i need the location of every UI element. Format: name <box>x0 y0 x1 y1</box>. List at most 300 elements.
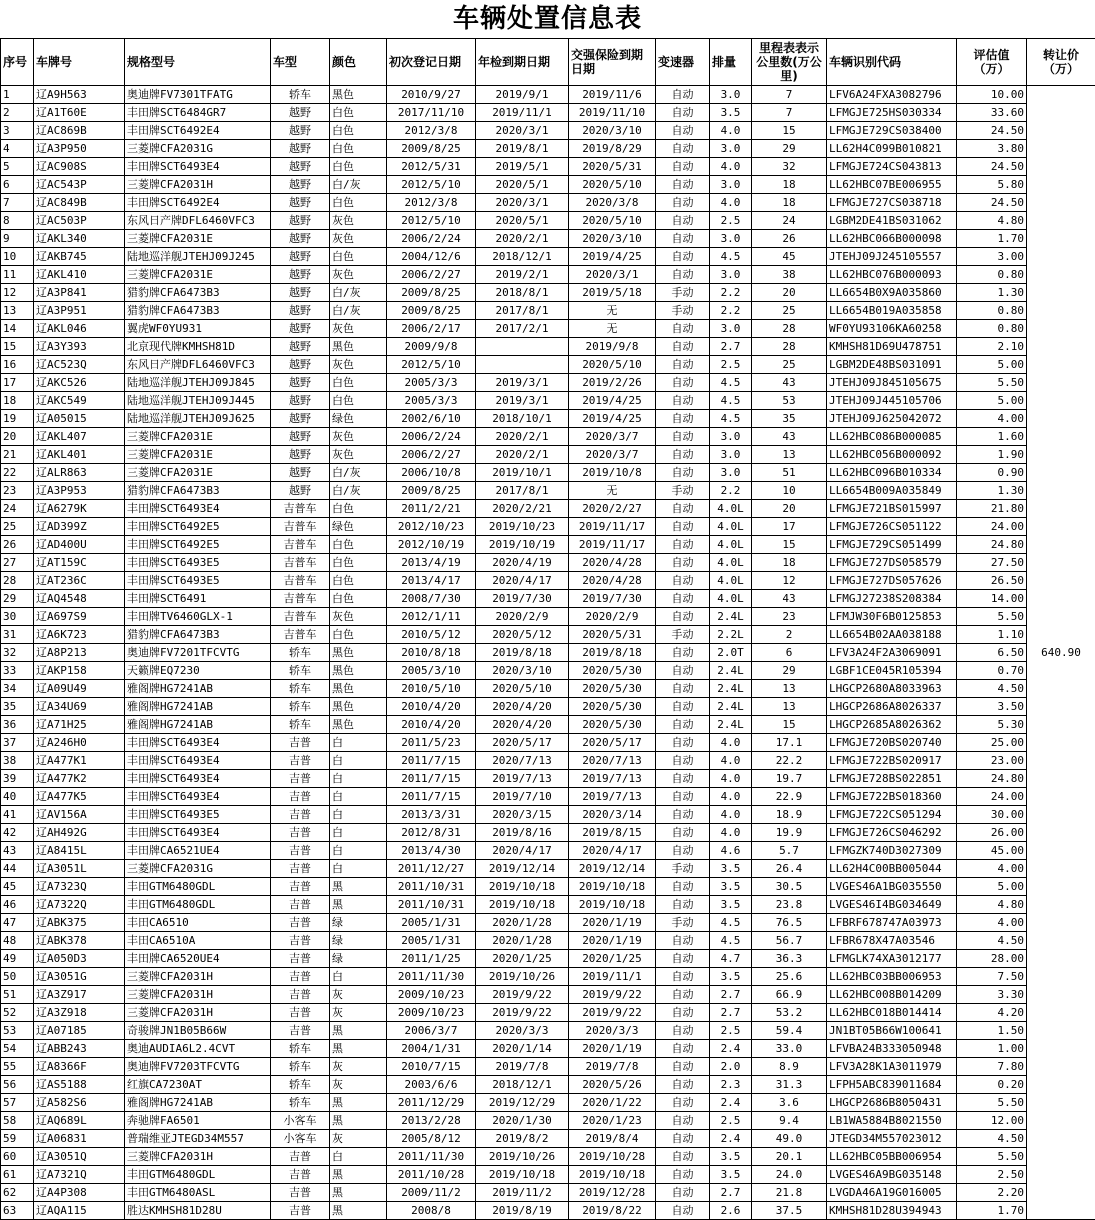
table-cell: 丰田GTM6480GDL <box>125 896 271 914</box>
table-cell: LHGCP2680A8033963 <box>827 680 957 698</box>
table-cell: 5.30 <box>957 716 1027 734</box>
table-cell: 2008/7/30 <box>387 590 476 608</box>
table-cell: 7.50 <box>957 968 1027 986</box>
table-cell: 21.80 <box>957 500 1027 518</box>
table-cell: 48 <box>1 932 34 950</box>
table-cell: 白 <box>330 770 387 788</box>
table-cell: 9 <box>1 230 34 248</box>
table-cell: 吉普 <box>271 734 330 752</box>
table-cell: 2011/1/25 <box>387 950 476 968</box>
table-cell: 辽AQA115 <box>34 1202 125 1220</box>
table-row <box>1 1004 1095 1022</box>
table-cell: 2020/3/3 <box>476 1022 569 1040</box>
table-cell: 4.0L <box>710 536 752 554</box>
table-cell: LFV6A24FXA3082796 <box>827 86 957 104</box>
table-cell: 2020/1/25 <box>476 950 569 968</box>
table-cell: 2005/8/12 <box>387 1130 476 1148</box>
table-cell: LFV3A24F2A3069091 <box>827 644 957 662</box>
table-body <box>1 86 1095 1220</box>
table-row <box>1 950 1095 968</box>
table-cell: 0.90 <box>957 464 1027 482</box>
table-cell: 手动 <box>656 626 710 644</box>
table-cell: 辽AKC549 <box>34 392 125 410</box>
table-cell: 灰 <box>330 986 387 1004</box>
table-cell: 越野 <box>271 482 330 500</box>
header-cell: 车型 <box>271 39 330 86</box>
table-cell: 53 <box>752 392 827 410</box>
table-cell: 2019/11/1 <box>569 968 656 986</box>
table-row <box>1 734 1095 752</box>
table-cell: 2019/3/1 <box>476 392 569 410</box>
table-cell: 丰田牌SCT6493E4 <box>125 158 271 176</box>
table-cell: 自动 <box>656 644 710 662</box>
table-cell: 2020/3/14 <box>569 806 656 824</box>
table-cell: 5 <box>1 158 34 176</box>
header-cell: 颜色 <box>330 39 387 86</box>
table-cell: 自动 <box>656 896 710 914</box>
table-cell: 丰田牌SCT6493E5 <box>125 806 271 824</box>
table-cell: 23 <box>752 608 827 626</box>
header-cell: 车牌号 <box>34 39 125 86</box>
table-cell: 越野 <box>271 140 330 158</box>
table-cell: 23.00 <box>957 752 1027 770</box>
table-cell: 53.2 <box>752 1004 827 1022</box>
table-cell: 白 <box>330 806 387 824</box>
table-cell: 38 <box>752 266 827 284</box>
table-cell: 辽A1T60E <box>34 104 125 122</box>
table-cell: 15 <box>1 338 34 356</box>
table-cell: 自动 <box>656 878 710 896</box>
table-row <box>1 554 1095 572</box>
table-cell: 白色 <box>330 392 387 410</box>
table-cell: 7 <box>752 86 827 104</box>
table-cell: 2006/2/27 <box>387 266 476 284</box>
table-cell: 2.4 <box>710 1130 752 1148</box>
table-cell: 越野 <box>271 428 330 446</box>
table-cell: 2020/2/21 <box>476 500 569 518</box>
table-cell: 自动 <box>656 698 710 716</box>
table-cell: 56 <box>1 1076 34 1094</box>
table-cell: 辽A6279K <box>34 500 125 518</box>
table-cell: 黑色 <box>330 644 387 662</box>
table-cell: 白色 <box>330 122 387 140</box>
table-cell: 4.5 <box>710 914 752 932</box>
table-cell: 2020/5/17 <box>569 734 656 752</box>
table-cell: 2019/5/18 <box>569 284 656 302</box>
table-cell: LL62HBC018B014414 <box>827 1004 957 1022</box>
table-cell: 2.5 <box>710 356 752 374</box>
table-cell: 2012/5/31 <box>387 158 476 176</box>
table-cell: 24.00 <box>957 518 1027 536</box>
table-cell: 5.50 <box>957 1148 1027 1166</box>
table-row <box>1 590 1095 608</box>
table-cell: 51 <box>752 464 827 482</box>
table-cell: 辽AQ689L <box>34 1112 125 1130</box>
table-cell: 辽A3051G <box>34 968 125 986</box>
table-cell: 2019/7/30 <box>569 590 656 608</box>
table-cell: 3.5 <box>710 878 752 896</box>
table-cell: 44 <box>1 860 34 878</box>
table-row <box>1 860 1095 878</box>
table-cell: 2019/10/18 <box>569 878 656 896</box>
table-cell: 自动 <box>656 1004 710 1022</box>
table-cell: 黑 <box>330 1094 387 1112</box>
table-cell: 辽AKP158 <box>34 662 125 680</box>
table-cell: 2020/3/7 <box>569 428 656 446</box>
table-cell: LFMGJE726CS051122 <box>827 518 957 536</box>
table-cell: 4.00 <box>957 410 1027 428</box>
table-cell: 轿车 <box>271 662 330 680</box>
table-cell: LL62H4C00BB005044 <box>827 860 957 878</box>
table-cell: 2012/5/10 <box>387 176 476 194</box>
table-cell: LL6654B009A035849 <box>827 482 957 500</box>
table-cell: 2.7 <box>710 1184 752 1202</box>
table-cell: LFMGJE728BS022851 <box>827 770 957 788</box>
table-cell: 59.4 <box>752 1022 827 1040</box>
table-cell: 19.7 <box>752 770 827 788</box>
table-cell: 2020/5/30 <box>569 698 656 716</box>
table-cell: 2019/7/8 <box>569 1058 656 1076</box>
table-cell: 2019/4/25 <box>569 392 656 410</box>
table-cell: 31.3 <box>752 1076 827 1094</box>
table-row <box>1 1148 1095 1166</box>
table-cell: 27 <box>1 554 34 572</box>
table-cell: 5.80 <box>957 176 1027 194</box>
table-cell: 自动 <box>656 194 710 212</box>
table-cell: 丰田牌CA6520UE4 <box>125 950 271 968</box>
table-cell: 2020/5/10 <box>569 176 656 194</box>
table-cell: JTEHJ09J845105675 <box>827 374 957 392</box>
header-cell: 转让价（万） <box>1027 39 1095 86</box>
table-cell: LFMGJE729CS051499 <box>827 536 957 554</box>
table-cell: 3.30 <box>957 986 1027 1004</box>
table-cell: 手动 <box>656 302 710 320</box>
table-cell: 辽A3P950 <box>34 140 125 158</box>
table-cell: 43 <box>752 374 827 392</box>
table-cell: 白 <box>330 824 387 842</box>
table-cell: 辽AQ4548 <box>34 590 125 608</box>
table-cell: 三菱牌CFA2031G <box>125 140 271 158</box>
table-cell: 39 <box>1 770 34 788</box>
table-cell: 19.9 <box>752 824 827 842</box>
table-cell: 13 <box>752 698 827 716</box>
table-cell: 2012/1/11 <box>387 608 476 626</box>
table-cell: 26 <box>1 536 34 554</box>
table-cell: 2019/10/18 <box>476 878 569 896</box>
table-cell: 吉普 <box>271 1004 330 1022</box>
table-cell: 2011/12/29 <box>387 1094 476 1112</box>
table-cell: 辽A3P953 <box>34 482 125 500</box>
table-cell: 三菱牌CFA2031H <box>125 176 271 194</box>
table-cell: 轿车 <box>271 698 330 716</box>
table-cell: 2020/3/1 <box>569 266 656 284</box>
table-cell: 2011/2/21 <box>387 500 476 518</box>
table-cell: 24.50 <box>957 194 1027 212</box>
table-row <box>1 122 1095 140</box>
table-cell: 1.70 <box>957 1202 1027 1220</box>
table-cell: 2006/10/8 <box>387 464 476 482</box>
table-cell: 4 <box>1 140 34 158</box>
table-cell: 1.10 <box>957 626 1027 644</box>
table-row <box>1 338 1095 356</box>
table-cell: 辽AC849B <box>34 194 125 212</box>
table-cell: 辽A050D3 <box>34 950 125 968</box>
table-cell: 2012/3/8 <box>387 122 476 140</box>
table-row <box>1 482 1095 500</box>
table-cell: 自动 <box>656 752 710 770</box>
table-cell: LL62HBC086B000085 <box>827 428 957 446</box>
table-cell: 奥迪牌FV7203TFCVTG <box>125 1058 271 1076</box>
table-cell: 辽AKL410 <box>34 266 125 284</box>
table-cell: 4.80 <box>957 896 1027 914</box>
table-cell: 灰色 <box>330 212 387 230</box>
table-cell: 2.6 <box>710 1202 752 1220</box>
table-cell: 9.4 <box>752 1112 827 1130</box>
table-cell: 辽A477K5 <box>34 788 125 806</box>
table-cell: 2020/5/10 <box>476 680 569 698</box>
table-cell: 3.50 <box>957 698 1027 716</box>
table-cell: 2017/8/1 <box>476 482 569 500</box>
table-cell: 自动 <box>656 158 710 176</box>
table-cell: 辽A8366F <box>34 1058 125 1076</box>
table-cell: 2.7 <box>710 986 752 1004</box>
table-cell: 越野 <box>271 338 330 356</box>
table-cell: 2020/5/26 <box>569 1076 656 1094</box>
table-cell: 辽AKL340 <box>34 230 125 248</box>
table-cell: 60 <box>1 1148 34 1166</box>
table-cell: LFMJW30F6B0125853 <box>827 608 957 626</box>
table-row <box>1 572 1095 590</box>
table-cell: 丰田牌SCT6493E4 <box>125 500 271 518</box>
table-cell: 2019/10/18 <box>476 896 569 914</box>
table-cell: JTEHJ09J625042072 <box>827 410 957 428</box>
table-cell: 2009/8/25 <box>387 302 476 320</box>
table-cell: 自动 <box>656 374 710 392</box>
table-cell: 辽AD399Z <box>34 518 125 536</box>
table-cell: 三菱牌CFA2031G <box>125 860 271 878</box>
table-cell: 灰色 <box>330 266 387 284</box>
table-cell: 胜达KMHSH81D28U <box>125 1202 271 1220</box>
table-cell: 33.60 <box>957 104 1027 122</box>
table-cell: 辽A9H563 <box>34 86 125 104</box>
table-cell: 自动 <box>656 320 710 338</box>
table-cell: 23.8 <box>752 896 827 914</box>
table-cell: 2013/4/19 <box>387 554 476 572</box>
table-cell: 辽A697S9 <box>34 608 125 626</box>
table-cell: 2020/3/10 <box>569 122 656 140</box>
table-cell: 越野 <box>271 104 330 122</box>
table-cell: 55 <box>1 1058 34 1076</box>
table-cell: 吉普 <box>271 878 330 896</box>
table-cell: 吉普车 <box>271 536 330 554</box>
table-cell: 吉普 <box>271 914 330 932</box>
table-cell: 辽AKL407 <box>34 428 125 446</box>
table-cell: 2020/7/13 <box>476 752 569 770</box>
table-cell: 2012/10/19 <box>387 536 476 554</box>
table-cell: 6 <box>752 644 827 662</box>
table-cell: 30.00 <box>957 806 1027 824</box>
table-cell: 黑色 <box>330 338 387 356</box>
table-cell: 绿 <box>330 950 387 968</box>
table-cell: 2019/12/29 <box>476 1094 569 1112</box>
table-cell: 辽A477K1 <box>34 752 125 770</box>
table-cell: 吉普车 <box>271 608 330 626</box>
table-cell: 灰色 <box>330 230 387 248</box>
table-cell: 吉普车 <box>271 500 330 518</box>
table-cell: 自动 <box>656 518 710 536</box>
table-cell: 7 <box>752 104 827 122</box>
table-row <box>1 1076 1095 1094</box>
table-cell: 三菱牌CFA2031E <box>125 428 271 446</box>
table-row <box>1 770 1095 788</box>
table-cell: 8.9 <box>752 1058 827 1076</box>
table-row <box>1 716 1095 734</box>
table-cell: 2020/3/7 <box>569 446 656 464</box>
table-cell: 雅阁牌HG7241AB <box>125 1094 271 1112</box>
table-cell: 2019/8/15 <box>569 824 656 842</box>
table-cell: 4.00 <box>957 860 1027 878</box>
table-cell: LFMGJE726CS046292 <box>827 824 957 842</box>
table-cell: 越野 <box>271 284 330 302</box>
table-cell: 白/灰 <box>330 284 387 302</box>
table-cell: 2020/1/19 <box>569 932 656 950</box>
table-cell: 3.00 <box>957 248 1027 266</box>
table-cell: 2020/3/8 <box>569 194 656 212</box>
table-cell: 52 <box>1 1004 34 1022</box>
table-cell: 3.0 <box>710 464 752 482</box>
table-cell: 12.00 <box>957 1112 1027 1130</box>
table-cell: 2013/4/17 <box>387 572 476 590</box>
table-cell: LFBRF678747A03973 <box>827 914 957 932</box>
table-cell: 东风日产牌DFL6460VFC3 <box>125 356 271 374</box>
table-cell: 51 <box>1 986 34 1004</box>
table-cell: 自动 <box>656 356 710 374</box>
table-cell: 2020/5/10 <box>569 212 656 230</box>
table-cell: 辽AT236C <box>34 572 125 590</box>
table-cell: 辽A4P308 <box>34 1184 125 1202</box>
table-cell: 2.0 <box>710 1058 752 1076</box>
table-cell: LFMGJE722CS051294 <box>827 806 957 824</box>
header-cell: 年检到期日期 <box>476 39 569 86</box>
table-cell: 2019/7/8 <box>476 1058 569 1076</box>
table-cell: 2009/8/25 <box>387 140 476 158</box>
table-cell: 5.00 <box>957 878 1027 896</box>
table-cell: 吉普 <box>271 752 330 770</box>
table-cell: 白色 <box>330 572 387 590</box>
table-row <box>1 1022 1095 1040</box>
table-cell: 2020/5/10 <box>569 356 656 374</box>
table-cell: 2.5 <box>710 1022 752 1040</box>
table-row <box>1 680 1095 698</box>
table-cell: 3.0 <box>710 446 752 464</box>
table-cell: 20 <box>752 500 827 518</box>
table-cell: 33 <box>1 662 34 680</box>
table-cell: 辽AC523Q <box>34 356 125 374</box>
table-row <box>1 158 1095 176</box>
table-cell: 2.4L <box>710 662 752 680</box>
table-cell: 2010/5/12 <box>387 626 476 644</box>
table-cell: 2019/10/28 <box>569 1148 656 1166</box>
table-cell: 白色 <box>330 248 387 266</box>
table-cell: 3.5 <box>710 860 752 878</box>
table-row <box>1 446 1095 464</box>
table-cell: 越野 <box>271 356 330 374</box>
table-cell: 2018/12/1 <box>476 1076 569 1094</box>
table-cell: 自动 <box>656 446 710 464</box>
table-cell: 2019/11/2 <box>476 1184 569 1202</box>
header-cell: 初次登记日期 <box>387 39 476 86</box>
table-row <box>1 1112 1095 1130</box>
table-cell: 猎豹牌CFA6473B3 <box>125 302 271 320</box>
table-cell: 23 <box>1 482 34 500</box>
table-cell: 自动 <box>656 554 710 572</box>
table-cell: 2019/8/16 <box>476 824 569 842</box>
table-cell: 辽A7321Q <box>34 1166 125 1184</box>
table-cell: 3.5 <box>710 1148 752 1166</box>
table-cell: 29 <box>752 140 827 158</box>
table-cell: 2020/3/1 <box>476 122 569 140</box>
table-cell: 灰 <box>330 1004 387 1022</box>
table-cell: 吉普 <box>271 1184 330 1202</box>
table-cell: 28 <box>752 320 827 338</box>
table-row <box>1 1058 1095 1076</box>
table-cell: LGBF1CE045R105394 <box>827 662 957 680</box>
table-cell: 陆地巡洋舰JTEHJ09J845 <box>125 374 271 392</box>
table-cell: 4.0 <box>710 194 752 212</box>
table-cell: 手动 <box>656 914 710 932</box>
table-cell: 奔驰牌FA6501 <box>125 1112 271 1130</box>
table-cell: 0.20 <box>957 1076 1027 1094</box>
table-cell: 2019/10/26 <box>476 1148 569 1166</box>
table-cell: 2019/2/1 <box>476 266 569 284</box>
table-cell: 白 <box>330 752 387 770</box>
table-cell: 24.80 <box>957 770 1027 788</box>
header-cell: 规格型号 <box>125 39 271 86</box>
table-cell: KMHSH81D69U478751 <box>827 338 957 356</box>
table-cell: 辽A3Z918 <box>34 1004 125 1022</box>
table-cell: 8 <box>1 212 34 230</box>
table-cell: 丰田牌SCT6492E4 <box>125 194 271 212</box>
table-cell: 20.1 <box>752 1148 827 1166</box>
table-cell: 自动 <box>656 230 710 248</box>
table-cell: 自动 <box>656 572 710 590</box>
table-cell: 2020/1/23 <box>569 1112 656 1130</box>
table-cell: 2020/1/14 <box>476 1040 569 1058</box>
table-cell: 辽A09U49 <box>34 680 125 698</box>
table-cell: 辽ALR863 <box>34 464 125 482</box>
table-cell: 丰田牌SCT6492E5 <box>125 518 271 536</box>
table-cell: 越野 <box>271 248 330 266</box>
table-cell: 白色 <box>330 554 387 572</box>
table-cell: 丰田CA6510 <box>125 914 271 932</box>
table-cell: 2.7 <box>710 1004 752 1022</box>
table-cell: 2010/7/15 <box>387 1058 476 1076</box>
table-cell: 翼虎WF0YU931 <box>125 320 271 338</box>
table-cell: 自动 <box>656 500 710 518</box>
table-cell: 灰 <box>330 1076 387 1094</box>
table-cell: 2019/11/17 <box>569 536 656 554</box>
table-row <box>1 824 1095 842</box>
table-cell: 2020/4/28 <box>569 554 656 572</box>
table-cell: 2019/4/25 <box>569 248 656 266</box>
table-cell: 辽A3051Q <box>34 1148 125 1166</box>
table-cell: 越野 <box>271 194 330 212</box>
table-cell: 辽AS5188 <box>34 1076 125 1094</box>
table-cell: 2010/5/10 <box>387 680 476 698</box>
table-cell: 辽A07185 <box>34 1022 125 1040</box>
table-cell: 灰色 <box>330 446 387 464</box>
table-cell: 丰田牌SCT6493E5 <box>125 554 271 572</box>
